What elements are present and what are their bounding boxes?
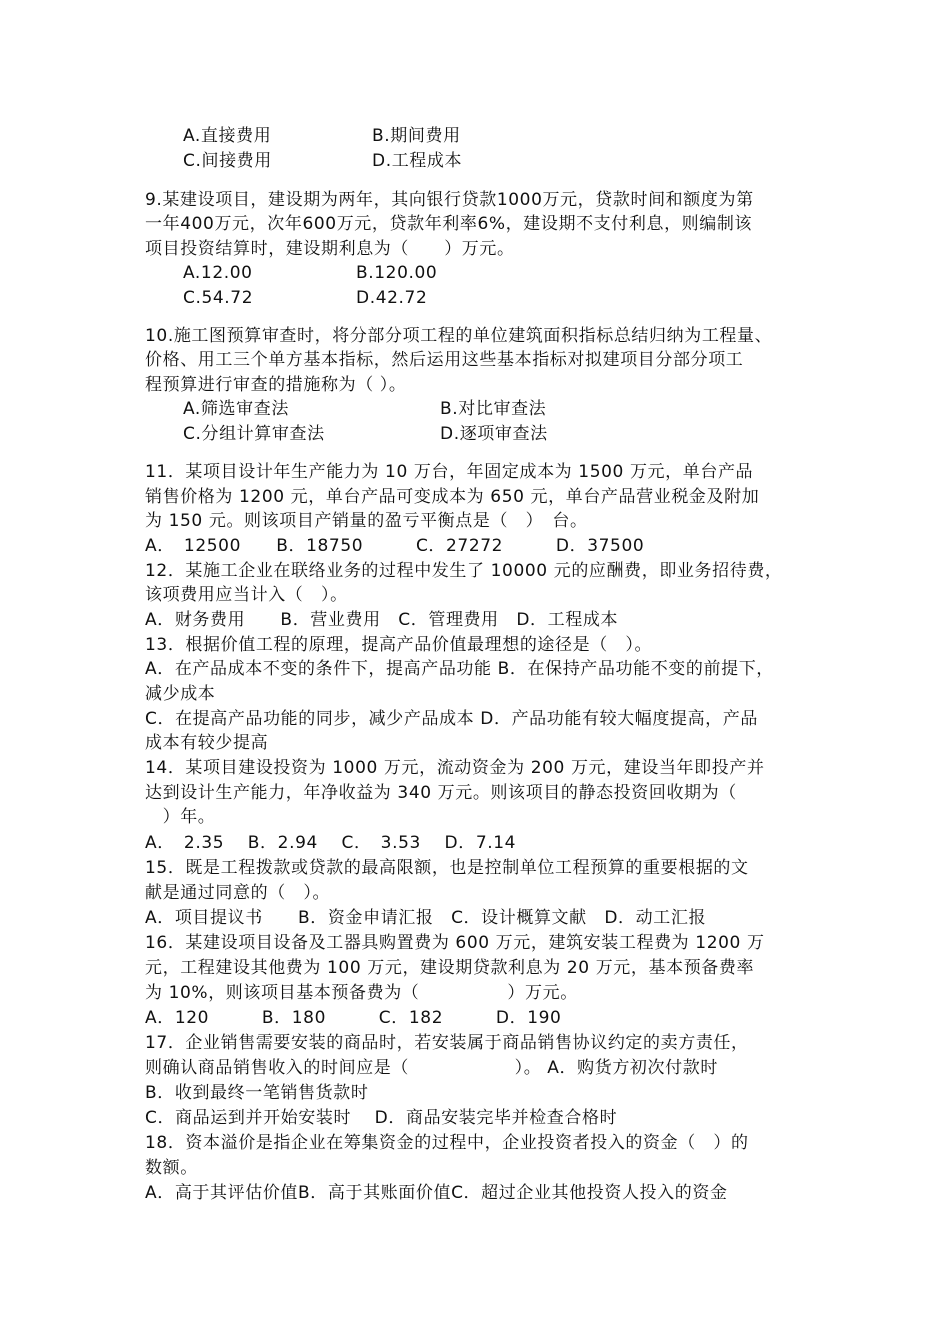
- q18-options: A．高于其评估价值B．高于其账面价值C．超过企业其他投资人投入的资金: [145, 1183, 728, 1203]
- q10-line-1: 10.施工图预算审查时，将分部分项工程的单位建筑面积指标总结归纳为工程量、: [145, 326, 773, 346]
- q8-option-c: C.间接费用: [183, 151, 272, 171]
- q14-line-1: 14．某项目建设投资为 1000 万元，流动资金为 200 万元，建设当年即投产并: [145, 758, 765, 778]
- q10-line-2: 价格、用工三个单方基本指标，然后运用这些基本指标对拟建项目分部分项工: [145, 350, 744, 370]
- q8-option-b: B.期间费用: [372, 126, 461, 146]
- q9-option-a: A.12.00: [183, 263, 253, 283]
- q11-line-1: 11．某项目设计年生产能力为 10 万台，年固定成本为 1500 万元，单台产品: [145, 462, 754, 482]
- q13-line-3: 减少成本: [145, 684, 216, 704]
- q9-option-c: C.54.72: [183, 288, 254, 308]
- q13-line-2: A．在产品成本不变的条件下，提高产品功能 B．在保持产品功能不变的前提下，: [145, 659, 774, 679]
- q16-options: A．120 B．180 C．182 D．190: [145, 1008, 562, 1028]
- q8-option-a: A.直接费用: [183, 126, 272, 146]
- q17-line-3: B．收到最终一笔销售货款时: [145, 1083, 369, 1103]
- q10-option-a: A.筛选审查法: [183, 399, 289, 419]
- q10-line-3: 程预算进行审查的措施称为（ ）。: [145, 375, 407, 395]
- q9-option-d: D.42.72: [356, 288, 428, 308]
- q10-option-d: D.逐项审查法: [440, 424, 548, 444]
- q11-options: A． 12500 B．18750 C．27272 D．37500: [145, 536, 645, 556]
- q15-line-2: 献是通过同意的（ ）。: [145, 883, 331, 903]
- q18-line-1: 18．资本溢价是指企业在筹集资金的过程中，企业投资者投入的资金（ ）的: [145, 1133, 749, 1153]
- q13-line-4: C．在提高产品功能的同步，减少产品成本 D．产品功能有较大幅度提高，产品: [145, 709, 758, 729]
- q13-line-1: 13．根据价值工程的原理，提高产品价值最理想的途径是（ ）。: [145, 635, 653, 655]
- q18-line-2: 数额。: [145, 1158, 198, 1178]
- q17-line-4: C．商品运到并开始安装时 D．商品安装完毕并检查合格时: [145, 1108, 618, 1128]
- q9-line-2: 一年400万元，次年600万元，贷款年利率6%，建设期不支付利息，则编制该: [145, 214, 753, 234]
- q16-line-2: 元，工程建设其他费为 100 万元，建设期贷款利息为 20 万元，基本预备费率: [145, 958, 755, 978]
- q14-line-3: ）年。: [145, 807, 216, 827]
- q9-line-1: 9.某建设项目，建设期为两年，其向银行贷款1000万元，贷款时间和额度为第: [145, 190, 754, 210]
- q14-line-2: 达到设计生产能力，年净收益为 340 万元。则该项目的静态投资回收期为（: [145, 783, 737, 803]
- q17-line-1: 17．企业销售需要安装的商品时，若安装属于商品销售协议约定的卖方责任，: [145, 1033, 749, 1053]
- q12-line-2: 该项费用应当计入（ ）。: [145, 585, 348, 605]
- q9-option-b: B.120.00: [356, 263, 438, 283]
- q16-line-1: 16．某建设项目设备及工器具购置费为 600 万元，建筑安装工程费为 1200 万: [145, 933, 765, 953]
- q14-options: A． 2.35 B．2.94 C． 3.53 D．7.14: [145, 833, 517, 853]
- q16-line-3: 为 10%，则该项目基本预备费为（ ）万元。: [145, 983, 578, 1003]
- q10-option-b: B.对比审查法: [440, 399, 547, 419]
- q9-line-3: 项目投资结算时，建设期利息为（ ）万元。: [145, 239, 515, 259]
- q17-line-2: 则确认商品销售收入的时间应是（ ）。 A．购货方初次付款时: [145, 1058, 718, 1078]
- q15-options: A．项目提议书 B．资金申请汇报 C．设计概算文献 D．动工汇报: [145, 908, 707, 928]
- q8-option-d: D.工程成本: [372, 151, 463, 171]
- q11-line-2: 销售价格为 1200 元，单台产品可变成本为 650 元，单台产品营业税金及附加: [145, 487, 760, 507]
- q10-option-c: C.分组计算审查法: [183, 424, 325, 444]
- q15-line-1: 15．既是工程拨款或贷款的最高限额，也是控制单位工程预算的重要根据的文: [145, 858, 749, 878]
- q11-line-3: 为 150 元。则该项目产销量的盈亏平衡点是（ ） 台。: [145, 511, 588, 531]
- q12-line-1: 12．某施工企业在联络业务的过程中发生了 10000 元的应酬费，即业务招待费，: [145, 561, 783, 581]
- q13-line-5: 成本有较少提高: [145, 733, 269, 753]
- q12-options: A．财务费用 B．营业费用 C．管理费用 D．工程成本: [145, 610, 619, 630]
